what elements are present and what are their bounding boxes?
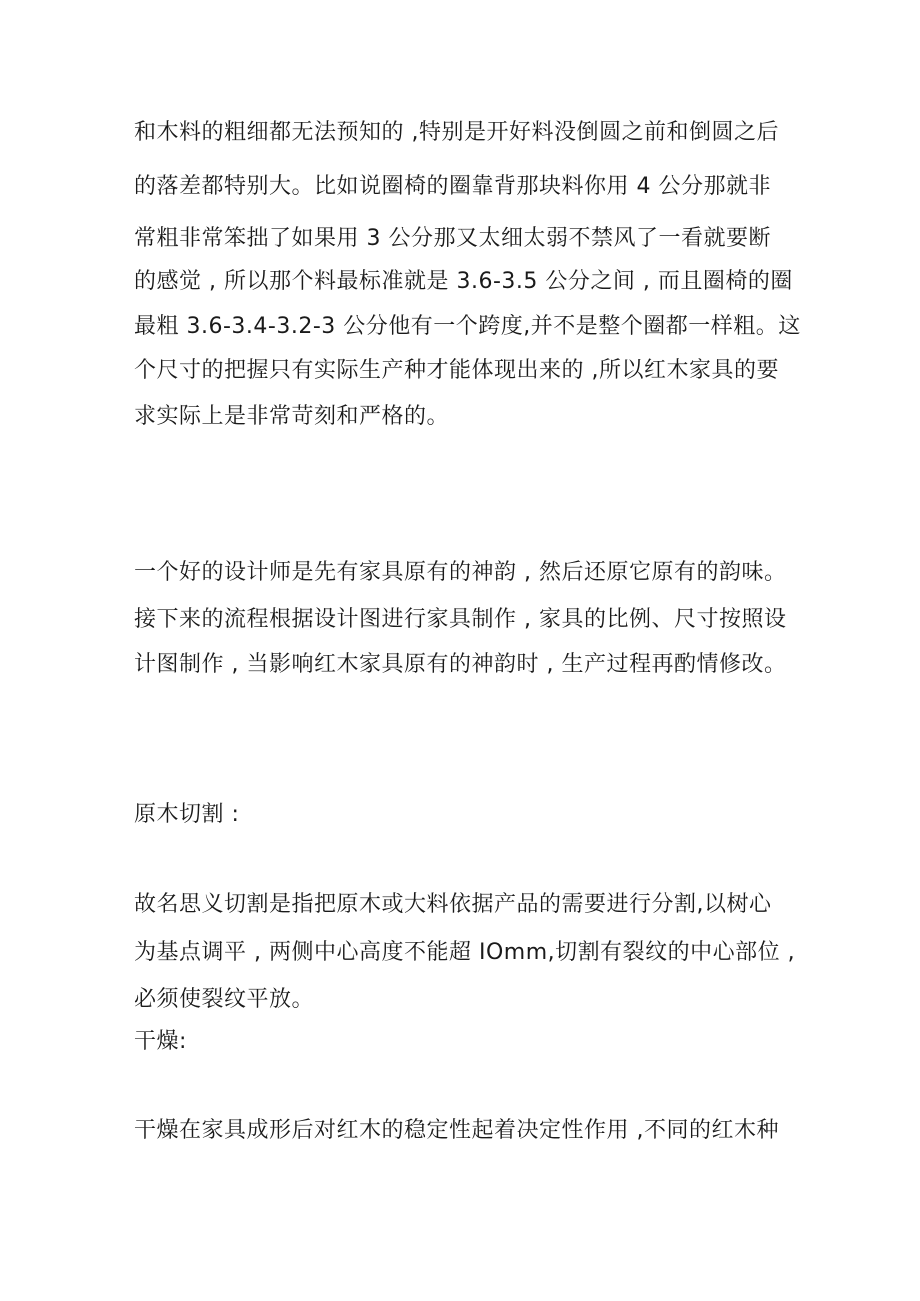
section-heading-drying: 干燥: [134,1029,187,1054]
text-line: 必须使裂纹平放。 [134,987,315,1012]
text-line: 常粗非常笨拙了如果用 3 公分那又太细太弱不禁风了一看就要断 [134,226,771,251]
text-line: 个尺寸的把握只有实际生产种才能体现出来的 ,所以红木家具的要 [134,358,779,383]
text-line: 的落差都特别大。比如说圈椅的圈靠背那块料你用 4 公分那就非 [134,174,771,199]
text-line: 求实际上是非常苛刻和严格的。 [134,404,450,429]
section-heading-cutting: 原木切割 : [134,802,240,827]
text-line: 接下来的流程根据设计图进行家具制作 , 家具的比例、尺寸按照设 [134,607,787,632]
text-line: 故名思义切割是指把原木或大料依据产品的需要进行分割,以树心 [134,892,772,917]
text-line: 一个好的设计师是先有家具原有的神韵 , 然后还原它原有的韵味。 [134,560,787,585]
text-line: 和木料的粗细都无法预知的 ,特别是开好料没倒圆之前和倒圆之后 [134,120,779,145]
text-line: 计图制作 , 当影响红木家具原有的神韵时 , 生产过程再酌情修改。 [134,652,787,677]
text-line: 的感觉 , 所以那个料最标准就是 3.6-3.5 公分之间 , 而且圈椅的圈 [134,269,793,294]
text-line: 最粗 3.6-3.4-3.2-3 公分他有一个跨度,并不是整个圈都一样粗。这 [134,314,801,339]
text-line: 干燥在家具成形后对红木的稳定性起着决定性作用 ,不同的红木种 [134,1118,779,1143]
text-line: 为基点调平 , 两侧中心高度不能超 IOmm,切割有裂纹的中心部位 , [134,940,796,965]
